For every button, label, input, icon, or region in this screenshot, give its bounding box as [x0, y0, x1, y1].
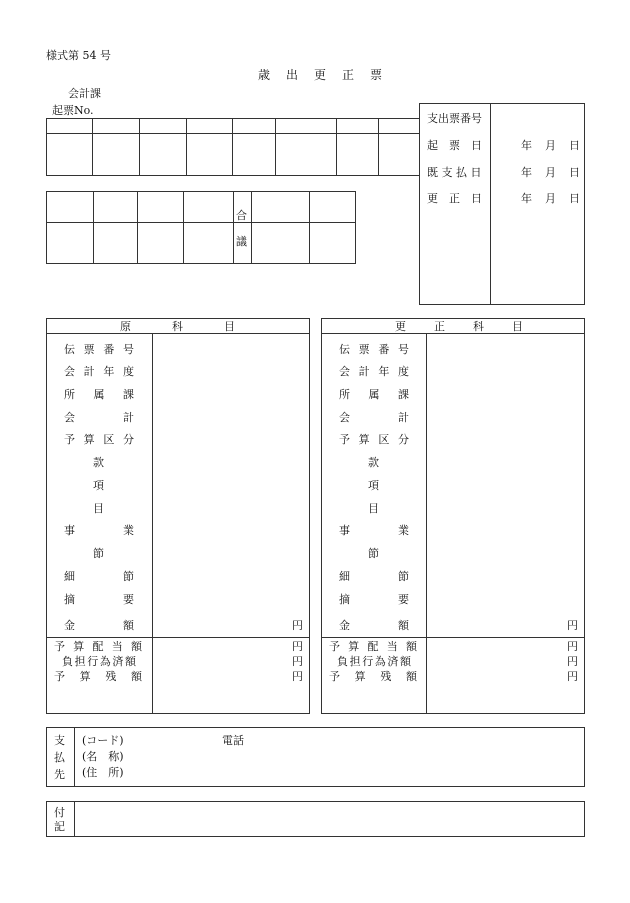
payee-label-1: 支	[54, 734, 65, 747]
original-footer-row: 負 担 行 為 済 額	[62, 655, 136, 668]
yen-unit: 円	[292, 655, 303, 668]
yen-unit: 円	[292, 640, 303, 653]
corrected-row: 項	[368, 479, 379, 492]
yen-unit: 円	[567, 640, 578, 653]
original-row: 会 計 年 度	[64, 365, 134, 378]
month-label: 月	[545, 166, 556, 179]
consultation-label-2: 議	[236, 235, 247, 248]
form-number: 様式第 54 号	[46, 49, 111, 62]
corrected-row: 予 算 区 分	[339, 433, 409, 446]
original-row: 項	[93, 479, 104, 492]
corrected-row: 会 計	[339, 411, 409, 424]
corrected-row: 事 業	[339, 524, 409, 537]
original-footer-row: 予 算 配 当 額	[54, 640, 142, 653]
year-label: 年	[521, 192, 532, 205]
corrected-row: 伝 票 番 号	[339, 343, 409, 356]
month-label: 月	[545, 139, 556, 152]
corrected-footer-row: 負 担 行 為 済 額	[337, 655, 411, 668]
day-label: 日	[569, 166, 580, 179]
notes-label-2: 記	[54, 820, 65, 833]
correction-date-label: 更 正 日	[427, 192, 482, 205]
payee-code-label: (コード)	[82, 734, 124, 747]
original-row: 金 額	[64, 619, 134, 632]
notes-label-1: 付	[54, 806, 65, 819]
corrected-row: 細 節	[339, 570, 409, 583]
day-label: 日	[569, 139, 580, 152]
corrected-header: 更 正 科 目	[395, 320, 525, 333]
original-row: 款	[93, 456, 104, 469]
year-label: 年	[521, 139, 532, 152]
payee-label-2: 払	[54, 751, 65, 764]
corrected-row: 所 属 課	[339, 388, 409, 401]
yen-unit: 円	[292, 670, 303, 683]
voucher-no-label: 起票No.	[52, 104, 94, 117]
original-row: 予 算 区 分	[64, 433, 134, 446]
corrected-row: 款	[368, 456, 379, 469]
corrected-footer-row: 予 算 残 額	[329, 670, 417, 683]
yen-unit: 円	[567, 619, 578, 632]
original-footer-row: 予 算 残 額	[54, 670, 142, 683]
original-row: 細 節	[64, 570, 134, 583]
year-label: 年	[521, 166, 532, 179]
corrected-row: 金 額	[339, 619, 409, 632]
month-label: 月	[545, 192, 556, 205]
original-row: 伝 票 番 号	[64, 343, 134, 356]
corrected-row: 目	[368, 502, 379, 515]
paid-date-label: 既 支 払 日	[427, 166, 482, 179]
payee-address-label: (住 所)	[82, 766, 124, 779]
payee-phone-label: 電話	[222, 734, 244, 747]
payment-voucher-no-label: 支出票番号	[427, 112, 482, 125]
yen-unit: 円	[567, 670, 578, 683]
corrected-footer-row: 予 算 配 当 額	[329, 640, 417, 653]
corrected-row: 節	[368, 547, 379, 560]
yen-unit: 円	[292, 619, 303, 632]
original-row: 節	[93, 547, 104, 560]
day-label: 日	[569, 192, 580, 205]
original-row: 目	[93, 502, 104, 515]
original-row: 会 計	[64, 411, 134, 424]
issue-date-label: 起 票 日	[427, 139, 482, 152]
original-row: 所 属 課	[64, 388, 134, 401]
payee-label-3: 先	[54, 768, 65, 781]
consultation-label-1: 合	[236, 209, 247, 222]
original-row: 事 業	[64, 524, 134, 537]
payee-name-label: (名 称)	[82, 750, 124, 763]
form-title: 歳 出 更 正 票	[258, 68, 385, 82]
corrected-row: 会 計 年 度	[339, 365, 409, 378]
yen-unit: 円	[567, 655, 578, 668]
department-label: 会計課	[68, 87, 101, 100]
original-header: 原 科 目	[120, 320, 237, 333]
original-row: 摘 要	[64, 593, 134, 606]
corrected-row: 摘 要	[339, 593, 409, 606]
